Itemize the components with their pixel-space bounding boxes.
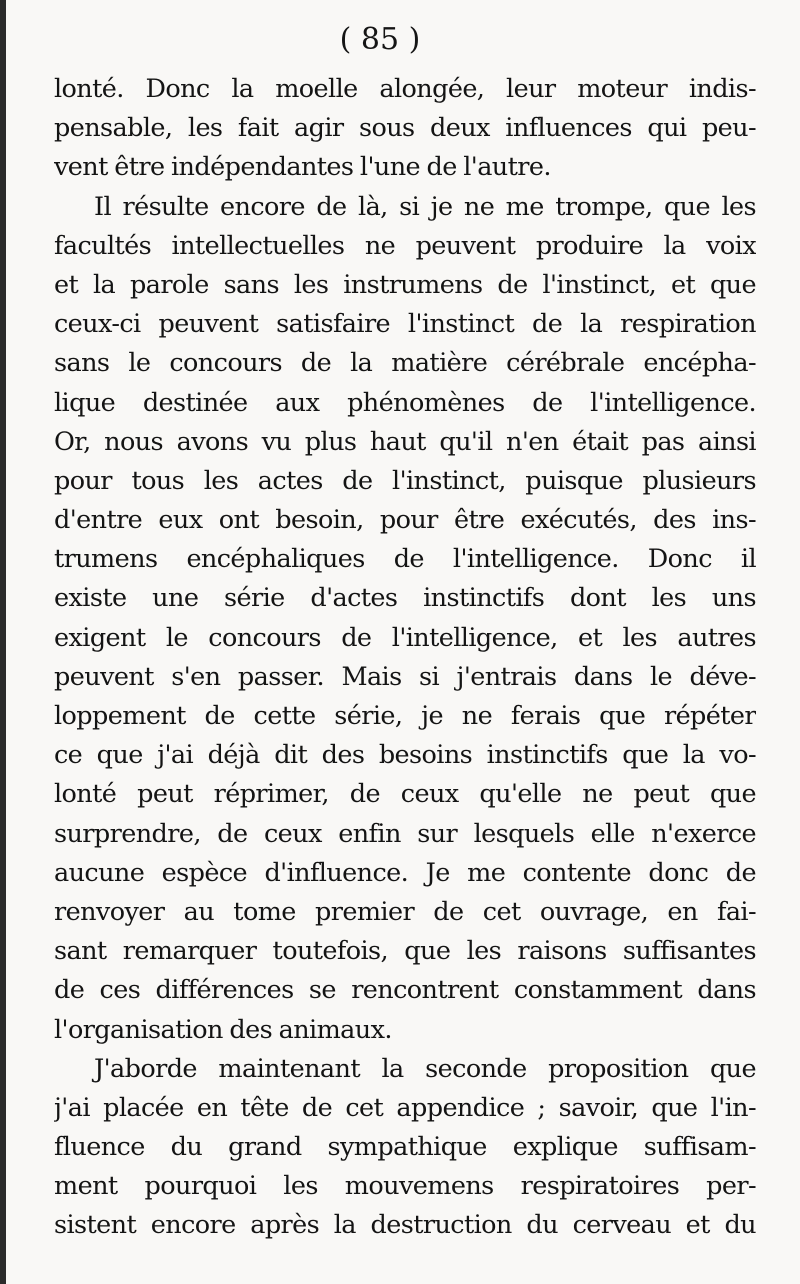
paragraph: [54, 70, 756, 188]
text-line: J'aborde maintenant la seconde proposition que: [94, 1053, 756, 1084]
text-line: pensable, les fait agir sous deux influences qui peu-: [54, 113, 756, 144]
text-line: renvoyer au tome premier de cet ouvrage, en fai-: [54, 896, 756, 927]
text-line: et la parole sans les instrumens de l'instinct, et que: [54, 269, 756, 300]
text-line: aucune espèce d'influence. Je me contente donc de: [54, 857, 756, 888]
body-text: [54, 70, 756, 1246]
text-line: sant remarquer toutefois, que les raisons suffisantes: [54, 936, 756, 967]
text-line: lonté. Donc la moelle alongée, leur moteur indis-: [54, 74, 756, 104]
text-line: facultés intellectuelles ne peuvent produire la voix: [54, 230, 756, 261]
text-line: ce que j'ai déjà dit des besoins instinctifs que la vo-: [54, 740, 756, 771]
text-line: j'ai placée en tête de cet appendice ; savoir, que l'in-: [54, 1092, 756, 1123]
text-line: lonté peut réprimer, de ceux qu'elle ne peut que: [54, 779, 756, 810]
text-line: ceux-ci peuvent satisfaire l'instinct de la respiration: [54, 309, 756, 340]
text-line: lique destinée aux phénomènes de l'intelligence.: [54, 387, 756, 418]
paragraph: [54, 188, 756, 1050]
paragraph: [54, 1050, 756, 1246]
text-line: existe une série d'actes instinctifs dont les uns: [54, 583, 756, 614]
text-line: vent être indépendantes l'une de l'autre.: [54, 152, 551, 183]
text-line: exigent le concours de l'intelligence, et les autres: [54, 622, 756, 653]
text-line: surprendre, de ceux enfin sur lesquels elle n'exerce: [54, 818, 756, 849]
text-line: ment pourquoi les mouvemens respiratoires per-: [54, 1171, 756, 1202]
text-line: loppement de cette série, je ne ferais que répéter: [54, 701, 756, 731]
page-binding-edge: [0, 0, 6, 1284]
page-number: ( 85 ): [339, 22, 421, 57]
text-line: d'entre eux ont besoin, pour être exécutés, des ins-: [54, 505, 756, 536]
text-line: de ces différences se rencontrent constamment dans: [54, 975, 756, 1006]
text-line: l'organisation des animaux.: [54, 1014, 392, 1045]
text-line: fluence du grand sympathique explique suffisam-: [54, 1132, 756, 1163]
text-line: peuvent s'en passer. Mais si j'entrais dans le déve-: [54, 661, 756, 692]
text-line: Il résulte encore de là, si je ne me trompe, que les: [94, 191, 756, 222]
text-line: pour tous les actes de l'instinct, puisque plusieurs: [54, 465, 756, 496]
text-line: sans le concours de la matière cérébrale encépha-: [54, 348, 756, 379]
text-line: sistent encore après la destruction du cerveau et du: [54, 1210, 756, 1241]
text-line: Or, nous avons vu plus haut qu'il n'en était pas ainsi: [54, 426, 756, 457]
text-line: trumens encéphaliques de l'intelligence. Donc il: [54, 544, 756, 575]
